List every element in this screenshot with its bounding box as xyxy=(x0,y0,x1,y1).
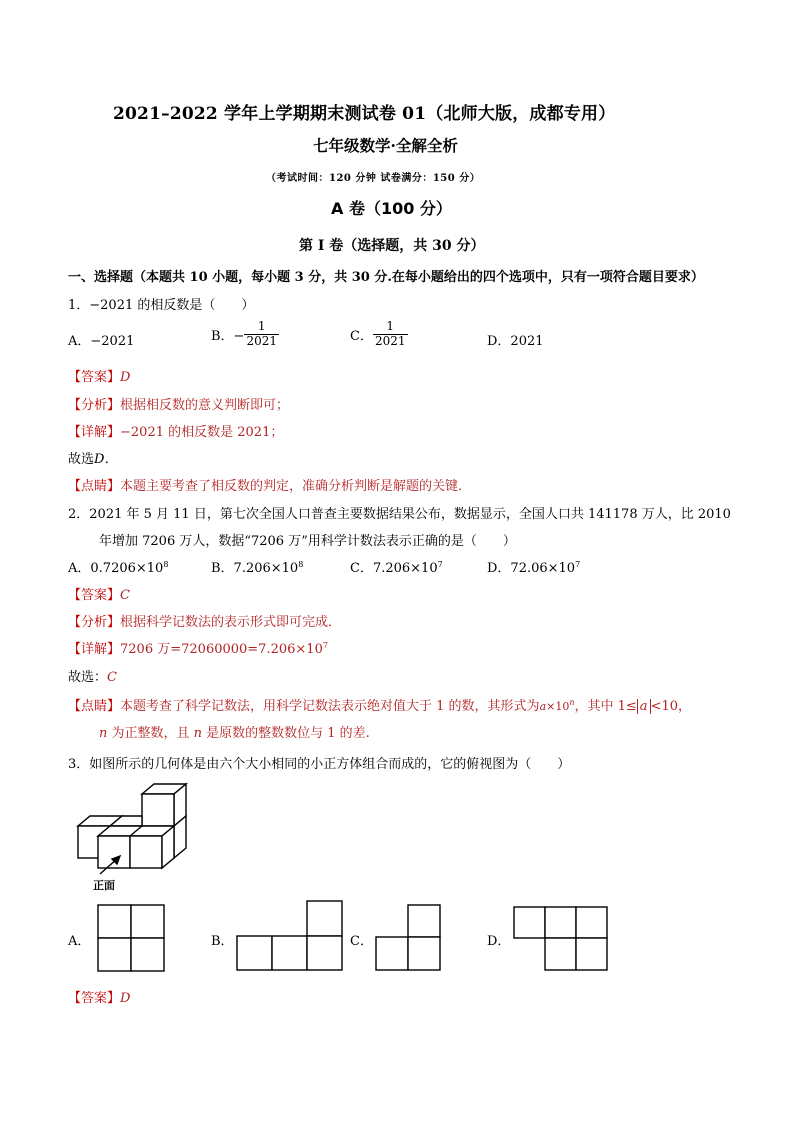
q2-detail-exponent: 7 xyxy=(322,641,328,650)
q1-comment-text: 本题主要考查了相反数的判定，准确分析判断是解题的关键． xyxy=(120,479,472,494)
q2-comment-formula-n: n xyxy=(569,698,575,707)
q2-stem-line1: 2．2021 年 5 月 11 日，第七次全国人口普查主要数据结果公布，数据显示，全国人口共 141178 万人，比 2010 xyxy=(68,507,731,522)
answer-label: 【答案】 xyxy=(68,370,121,385)
q2-comment-abs-a: a xyxy=(637,699,651,714)
q2-comment-text-1: 本题考查了科学记数法，用科学记数法表示绝对值大于 1 的数，其形式为 xyxy=(120,699,540,714)
analysis-label: 【分析】 xyxy=(68,615,121,630)
q1-answer-value: D xyxy=(120,370,131,385)
q3-option-c-figure xyxy=(374,904,444,976)
q1-option-b-prefix: B．− xyxy=(211,328,245,344)
q3-option-d-figure xyxy=(513,906,613,978)
square-cell xyxy=(98,938,131,971)
cube-front-face xyxy=(130,836,162,868)
q1-option-c-prefix: C． xyxy=(350,328,373,344)
square-cell xyxy=(545,907,576,938)
comment-label: 【点睛】 xyxy=(68,699,121,714)
q2-option-b-base: B．7.206×10 xyxy=(211,561,299,576)
q2-comment-line2-b: 是原数的整数数位与 1 的差. xyxy=(202,726,370,741)
square-cell xyxy=(545,938,576,970)
fraction-numerator: 1 xyxy=(373,320,408,335)
q2-answer-value: C xyxy=(120,588,130,603)
q3-answer-value: D xyxy=(120,991,131,1006)
square-cell xyxy=(514,907,545,938)
q2-comment-n: n xyxy=(99,726,108,741)
fraction-denominator: 2021 xyxy=(374,333,406,348)
q3-solid-figure xyxy=(72,780,212,890)
square-cell xyxy=(408,937,440,970)
q3-answer-row xyxy=(68,987,130,1006)
q2-comment-line2 xyxy=(99,722,370,741)
q2-analysis-row xyxy=(68,611,341,630)
exam-subtitle: 七年级数学·全解全析 xyxy=(313,136,458,155)
q2-option-b xyxy=(211,557,303,576)
choose-label: 故选： xyxy=(68,670,108,685)
square-cell xyxy=(576,907,607,938)
q2-answer-row xyxy=(68,584,130,603)
q2-option-c-base: C．7.206×10 xyxy=(350,561,438,576)
q1-choose-row xyxy=(68,448,117,467)
q2-option-b-exponent: 8 xyxy=(298,560,304,569)
part-one-heading: 第 I 卷（选择题，共 30 分） xyxy=(299,238,485,254)
q1-analysis-text: 根据相反数的意义判断即可； xyxy=(120,398,290,413)
q2-option-c xyxy=(350,557,443,576)
analysis-label: 【分析】 xyxy=(68,398,121,413)
q1-comment-row xyxy=(68,475,471,494)
q2-choose-value: C xyxy=(107,670,117,685)
square-cell xyxy=(307,901,342,936)
answer-label: 【答案】 xyxy=(68,991,121,1006)
q2-option-d-base: D．72.06×10 xyxy=(487,561,576,576)
q2-option-a xyxy=(68,557,168,576)
exam-title: 2021–2022 学年上学期期末测试卷 01（北师大版，成都专用） xyxy=(113,104,616,124)
q3-option-b-figure xyxy=(235,900,345,972)
q3-option-a-figure xyxy=(97,904,167,974)
q2-comment-line2-a: 为正整数，且 xyxy=(107,726,194,741)
square-cell xyxy=(307,936,342,970)
q2-choose-row xyxy=(68,666,117,685)
q2-comment-text-3: <10， xyxy=(650,699,691,714)
square-cell xyxy=(272,936,307,970)
q1-detail-row xyxy=(68,421,283,440)
fraction-denominator: 2021 xyxy=(246,333,277,348)
comment-label: 【点睛】 xyxy=(68,479,121,494)
q2-detail-text: 7206 万=72060000=7.206×10 xyxy=(120,642,323,657)
q2-comment-row xyxy=(68,695,691,714)
q1-option-a: A．−2021 xyxy=(68,334,135,349)
q2-comment-text-2: ，其中 1≤ xyxy=(574,699,637,714)
q2-option-a-base: A．0.7206×10 xyxy=(68,561,164,576)
q2-option-a-exponent: 8 xyxy=(163,560,169,569)
cube-front-face xyxy=(142,794,174,826)
q1-analysis-row xyxy=(68,394,289,413)
q1-option-c-fraction xyxy=(373,320,408,349)
q2-stem-line2: 年增加 7206 万人，数据“7206 万”用科学计数法表示正确的是（ ） xyxy=(99,534,516,549)
q2-option-c-exponent: 7 xyxy=(437,560,443,569)
q1-option-b-fraction xyxy=(244,320,279,349)
q3-stem: 3．如图所示的几何体是由六个大小相同的小正方体组合而成的，它的俯视图为（ ） xyxy=(68,757,571,772)
q3-option-a-label: A． xyxy=(68,934,91,949)
q1-stem: 1．−2021 的相反数是（ ） xyxy=(68,298,255,313)
square-cell xyxy=(376,937,408,970)
q3-option-d-label: D． xyxy=(487,934,511,949)
square-cell xyxy=(131,938,164,971)
section-one-heading: 一、选择题（本题共 10 小题，每小题 3 分，共 30 分.在每小题给出的四个选项中，只有一项符合题目要求） xyxy=(68,270,704,285)
q2-comment-n2: n xyxy=(193,726,203,741)
q3-option-b-label: B． xyxy=(211,934,234,949)
q1-choose-value: D． xyxy=(94,452,118,467)
detail-label: 【详解】 xyxy=(68,642,121,657)
q2-detail-row xyxy=(68,638,328,657)
q2-option-d-exponent: 7 xyxy=(575,560,581,569)
cube-front-face xyxy=(98,836,130,868)
square-cell xyxy=(408,905,440,937)
q1-option-b xyxy=(211,320,279,349)
square-cell xyxy=(237,936,272,970)
detail-label: 【详解】 xyxy=(68,425,121,440)
q2-comment-formula-times: ×10 xyxy=(546,700,570,713)
q2-analysis-text: 根据科学记数法的表示形式即可完成． xyxy=(120,615,342,630)
square-cell xyxy=(98,905,131,938)
q1-option-d: D．2021 xyxy=(487,334,544,349)
choose-label: 故选 xyxy=(68,452,95,467)
q1-detail-text: −2021 的相反数是 2021； xyxy=(120,425,284,440)
exam-time-note: （考试时间：120 分钟 试卷满分：150 分） xyxy=(266,173,481,184)
q1-answer-row xyxy=(68,366,130,385)
fraction-numerator: 1 xyxy=(244,320,279,335)
q2-comment-formula-a: a xyxy=(539,700,547,713)
volume-a-heading: A 卷（100 分） xyxy=(331,199,452,218)
square-cell xyxy=(131,905,164,938)
q3-option-c-label: C． xyxy=(350,934,373,949)
answer-label: 【答案】 xyxy=(68,588,121,603)
q1-option-c xyxy=(350,320,408,349)
q3-front-label: 正面 xyxy=(93,879,115,892)
square-cell xyxy=(576,938,607,970)
q2-option-d xyxy=(487,557,580,576)
